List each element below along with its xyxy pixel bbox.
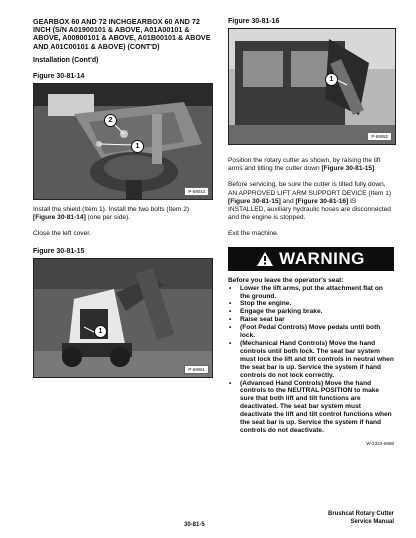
figure-photo-16 bbox=[228, 28, 396, 145]
figure-reference: [Figure 30-81-15] bbox=[321, 165, 375, 173]
skid-steer-photo-illustration bbox=[34, 259, 212, 377]
warning-triangle-icon bbox=[257, 252, 273, 266]
warning-item: • Stop the engine. bbox=[228, 300, 394, 308]
figure-caption-16: Figure 30-81-16 bbox=[228, 18, 280, 25]
lift-arm-support-photo-illustration bbox=[229, 29, 395, 144]
text-segment: (one per side). bbox=[85, 214, 131, 222]
warning-item: • Lower the lift arms, put the attachment flat on the ground. bbox=[228, 285, 394, 301]
figure-reference: [Figure 30-81-15] bbox=[228, 197, 281, 205]
photo-number: P-69043 bbox=[184, 187, 209, 196]
page-number: 30-81-5 bbox=[184, 522, 205, 528]
gearbox-photo-illustration bbox=[34, 84, 212, 199]
warning-code: W-2323-0698 bbox=[366, 440, 394, 446]
text-segment: Install the shield (Item 1). Install the two bolts (Item 2) bbox=[33, 205, 190, 213]
text-segment: Before servicing, be sure the cutter is tilted fully down, AN APPROVED LIFT ARM SUPPORT DEVICE (Item 1) bbox=[228, 181, 392, 197]
manual-title bbox=[328, 510, 394, 526]
callout-2: 2 bbox=[104, 114, 117, 127]
manual-title-line-2: Service Manual bbox=[350, 519, 394, 525]
warning-item: • Engage the parking brake. bbox=[228, 308, 394, 316]
warning-title: WARNING bbox=[279, 248, 365, 268]
instruction-exit-machine: Exit the machine. bbox=[228, 230, 279, 238]
photo-number: P-69082 bbox=[367, 132, 392, 141]
figure-photo-15 bbox=[33, 258, 213, 378]
photo-number: P-69061 bbox=[184, 365, 209, 374]
instruction-before-servicing bbox=[228, 181, 394, 222]
text-segment: IS INSTALLED, auxiliary hydraulic hoses are disconnected and the engine is stopped. bbox=[228, 197, 391, 222]
text-segment: . bbox=[374, 165, 377, 173]
figure-reference: [Figure 30-81-16] bbox=[295, 197, 349, 205]
callout-1: 1 bbox=[131, 140, 144, 153]
instruction-close-cover: Close the left cover. bbox=[33, 230, 91, 238]
instruction-install-shield bbox=[33, 206, 213, 222]
right-column bbox=[228, 18, 394, 446]
left-column bbox=[33, 18, 213, 378]
text-segment: and bbox=[280, 197, 296, 205]
warning-item: • Raise seat bar bbox=[228, 316, 394, 324]
warning-list bbox=[228, 285, 394, 435]
section-subheading: Installation (Cont'd) bbox=[33, 56, 99, 64]
text-segment: Position the rotary cutter as shown, by raising the lift arms and tilting the cutter down bbox=[228, 157, 381, 173]
figure-caption-14: Figure 30-81-14 bbox=[33, 72, 85, 80]
warning-item: • (Advanced Hand Controls) Move the hand controls to the NEUTRAL POSITION to make sure that both lift and tilt functions are deactivated. The seat bar system must deactivate the lift and tilt control functions when the seat bar is up. Service the system if hand controls do not deactivate. bbox=[228, 380, 394, 435]
instruction-position-cutter bbox=[228, 157, 394, 173]
warning-item: • (Mechanical Hand Controls) Move the hand controls until both lock. The seat bar system must lock the lift and tilt controls in neutral when the seat bar is up. Service the system if hand controls do not lock correctly. bbox=[228, 340, 394, 380]
figure-photo-14 bbox=[33, 83, 213, 200]
warning-lead: Before you leave the operator's seat: bbox=[228, 276, 344, 284]
callout-1: 1 bbox=[94, 325, 107, 338]
section-heading: GEARBOX 60 AND 72 INCHGEARBOX 60 AND 72 INCH (S/N A01900101 & ABOVE, A01A00101 & ABOVE, A00800101 & ABOVE, A01B00101 & ABOVE AND A01C00101 & ABOVE) (CONT'D) bbox=[33, 17, 211, 51]
figure-reference: [Figure 30-81-14] bbox=[33, 214, 86, 222]
figure-caption-15: Figure 30-81-15 bbox=[33, 248, 85, 256]
manual-title-line-1: Brushcat Rotary Cutter bbox=[327, 511, 394, 517]
warning-item: • (Foot Pedal Controls) Move pedals until both lock. bbox=[228, 324, 394, 340]
callout-1: 1 bbox=[325, 73, 338, 86]
warning-banner bbox=[228, 247, 394, 271]
